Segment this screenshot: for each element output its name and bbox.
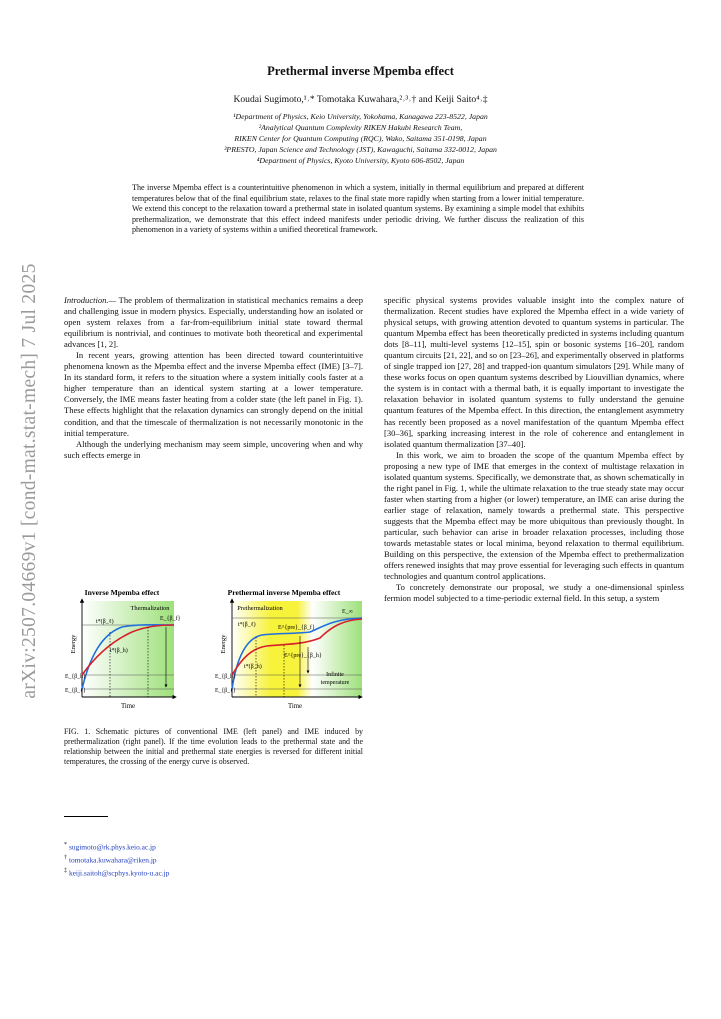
email-link[interactable]: keiji.saitoh@scphys.kyoto-u.ac.jp xyxy=(68,868,170,878)
e-low-label: E_{β_ℓ} xyxy=(215,688,236,694)
affiliation-2a: ²Analytical Quantum Complexity RIKEN Hakubi Research Team, xyxy=(258,123,463,132)
paragraph: In recent years, growing attention has been directed toward counterintuitive phenomena known as the Mpemba effect and the inverse Mpemba effect (IME) [3–7]. In its standard form, it refers to the situation where a system initially cools faster at a higher temperature than an identical system starting at a lower temperature. Conversely, the IME means faster heating from a colder state (the left panel in Fig. 1). These effects highlight that the relaxation dynamics can strongly depend on the initial condition, and that the timescale of thermalization is not necessarily monotonic in the initial temperature. xyxy=(64,350,363,438)
prethermalization-label: Prethermalization xyxy=(237,605,283,612)
y-axis-label: Energy xyxy=(70,634,77,654)
abstract: The inverse Mpemba effect is a counterintuitive phenomenon in which a system, initially in thermal equilibrium and prepared at different temperatures below that of the final equilibrium state, relaxes to the final state more rapidly when starting from a lower initial temperature. We extend this concept to the relaxation toward a prethermal state in isolated quantum systems. By examining a simple model that exhibits prethermalization, we demonstrate that this effect indeed manifests under periodic driving. We further discuss the realization of this phenomenon in a variety of systems within a unified theoretical framework. xyxy=(132,183,584,234)
infinite-temp-label-2: temperature xyxy=(320,680,350,686)
x-axis-label: Time xyxy=(120,703,136,710)
footnotes xyxy=(64,840,324,879)
paper-title: Prethermal inverse Mpemba effect xyxy=(267,64,454,78)
paragraph: specific physical systems provides valuable insight into the complex nature of thermalization. Recent studies have explored the Mpemba effect in a wide variety of physical setups, with growing attention devoted to quantum systems in particular. The quantum Mpemba effect has been theoretically predicted in systems including quantum dots [8–11], multi-level systems [12–15], spin or bosonic systems [16–20], random quantum circuits [21, 22], and so on [23–26], and experimentally observed in platforms of single trapped ion [27, 28] and trapped-ion quantum simulators [29]. While many of these works focus on open quantum systems described by Liouvillian dynamics, where the system is in contact with a thermal bath, it is equally important to investigate the relaxation behavior in isolated quantum systems to fully understand the genuine quantum features of the Mpemba effect. In this direction, the entanglement asymmetry has recently been proposed as a novel manifestation of the quantum Mpemba effect [30–36], sparking increasing interest in the role of coherence and entanglement in isolated quantum thermalization [37–40]. xyxy=(384,295,684,449)
e-low-label: E_{β_ℓ} xyxy=(65,688,86,694)
t-high-label: t*(β_h) xyxy=(110,648,128,654)
paragraph: Introduction.— The problem of thermalization in statistical mechanics remains a deep and challenging issue in modern physics. Especially, understanding how an isolated or open system relaxes from a far-from-equilibrium initial state toward thermal equilibrium is nontrivial, and continues to motivate both theoretical and experimental advances [1, 2]. xyxy=(64,295,363,350)
infinite-temp-label-1: Infinite xyxy=(326,672,344,678)
e-pre-high-label: E^{pre}_{β_h} xyxy=(284,653,322,659)
section-lead: Introduction.— xyxy=(64,295,117,305)
e-high-label: E_{β_h} xyxy=(215,674,236,680)
figure-caption: FIG. 1. Schematic pictures of conventional IME (left panel) and IME induced by prethermalization (right panel). If the time evolution leads to the prethermal state and the relationship between the initial and prethermal state energies is reversed for different initial temperatures, the crossing of the energy curve is observed. xyxy=(64,727,363,766)
paragraph: In this work, we aim to broaden the scope of the quantum Mpemba effect by proposing a new type of IME that emerges in the context of multistage relaxation in isolated quantum systems. Specifically, we demonstrate that, as shown schematically in the right panel in Fig. 1, while the ultimate relaxation to the true steady state may occur faster when starting from a higher (or lower) temperature, an IME can arise during the earlier stage of relaxation, namely towards a prethermal state. This perspective suggests that the Mpemba effect may be more ubiquitous than previously thought. In particular, such behavior can arise in broader relaxation processes, including those towards metastable states or local minima, beyond relaxation to thermal equilibrium. Building on this perspective, the extension of the Mpemba effect to prethermalization offers renewed insights that may prove essential for leveraging such effects in quantum technologies and quantum control applications. xyxy=(384,449,684,582)
figure-1 xyxy=(62,586,365,716)
e-infinity-label: E_∞ xyxy=(342,609,353,615)
email-link[interactable]: tomotaka.kuwahara@riken.jp xyxy=(68,855,157,865)
paragraph: To concretely demonstrate our proposal, we study a one-dimensional spinless fermion model subjected to a time-periodic external field. In this setup, a system xyxy=(384,582,684,604)
right-panel-title: Prethermal inverse Mpemba effect xyxy=(227,588,341,597)
arxiv-id: arXiv:2507.04669v1 [cond-mat.stat-mech] 7 Jul 2025 xyxy=(19,263,40,699)
t-high-label: t*(β_h) xyxy=(244,664,262,670)
e-pre-final-label: E^{pre}_{β_f} xyxy=(278,625,315,631)
body-column-left xyxy=(64,295,363,461)
footnote: † tomotaka.kuwahara@riken.jp xyxy=(64,854,157,865)
thermalization-label: Thermalization xyxy=(130,605,170,612)
footnote: * sugimoto@rk.phys.keio.ac.jp xyxy=(64,842,156,852)
e-high-label: E_{β_h} xyxy=(65,674,86,680)
affiliation-3: ³PRESTO, Japan Science and Technology (JST), Kawaguchi, Saitama 332-0012, Japan xyxy=(224,145,497,154)
paragraph: Although the underlying mechanism may seem simple, uncovering when and why such effects emerge in xyxy=(64,438,363,460)
y-axis-label: Energy xyxy=(220,634,227,654)
x-axis-label: Time xyxy=(287,703,303,710)
affiliation-4: ⁴Department of Physics, Kyoto University, Kyoto 606-8502, Japan xyxy=(256,156,465,165)
arxiv-sidebar-stamp xyxy=(10,236,50,726)
body-column-right xyxy=(384,295,684,604)
email-link[interactable]: sugimoto@rk.phys.keio.ac.jp xyxy=(68,842,156,852)
footnote-rule xyxy=(64,816,108,817)
affiliation-1: ¹Department of Physics, Keio University, Yokohama, Kanagawa 223-8522, Japan xyxy=(233,112,488,121)
author-list: Koudai Sugimoto,¹˒* Tomotaka Kuwahara,²˒³˒† and Keiji Saito⁴˒‡ xyxy=(233,94,488,105)
t-low-label: t*(β_ℓ) xyxy=(96,619,114,625)
left-panel-title: Inverse Mpemba effect xyxy=(84,588,160,597)
e-final-label: E_{β_f} xyxy=(160,616,181,622)
right-panel xyxy=(215,599,362,710)
footnote: ‡ keiji.saitoh@scphys.kyoto-u.ac.jp xyxy=(64,867,170,878)
left-panel xyxy=(65,599,181,710)
affiliation-2b: RIKEN Center for Quantum Computing (RQC), Wako, Saitama 351-0198, Japan xyxy=(234,134,487,143)
t-low-label: t*(β_ℓ) xyxy=(238,622,256,628)
